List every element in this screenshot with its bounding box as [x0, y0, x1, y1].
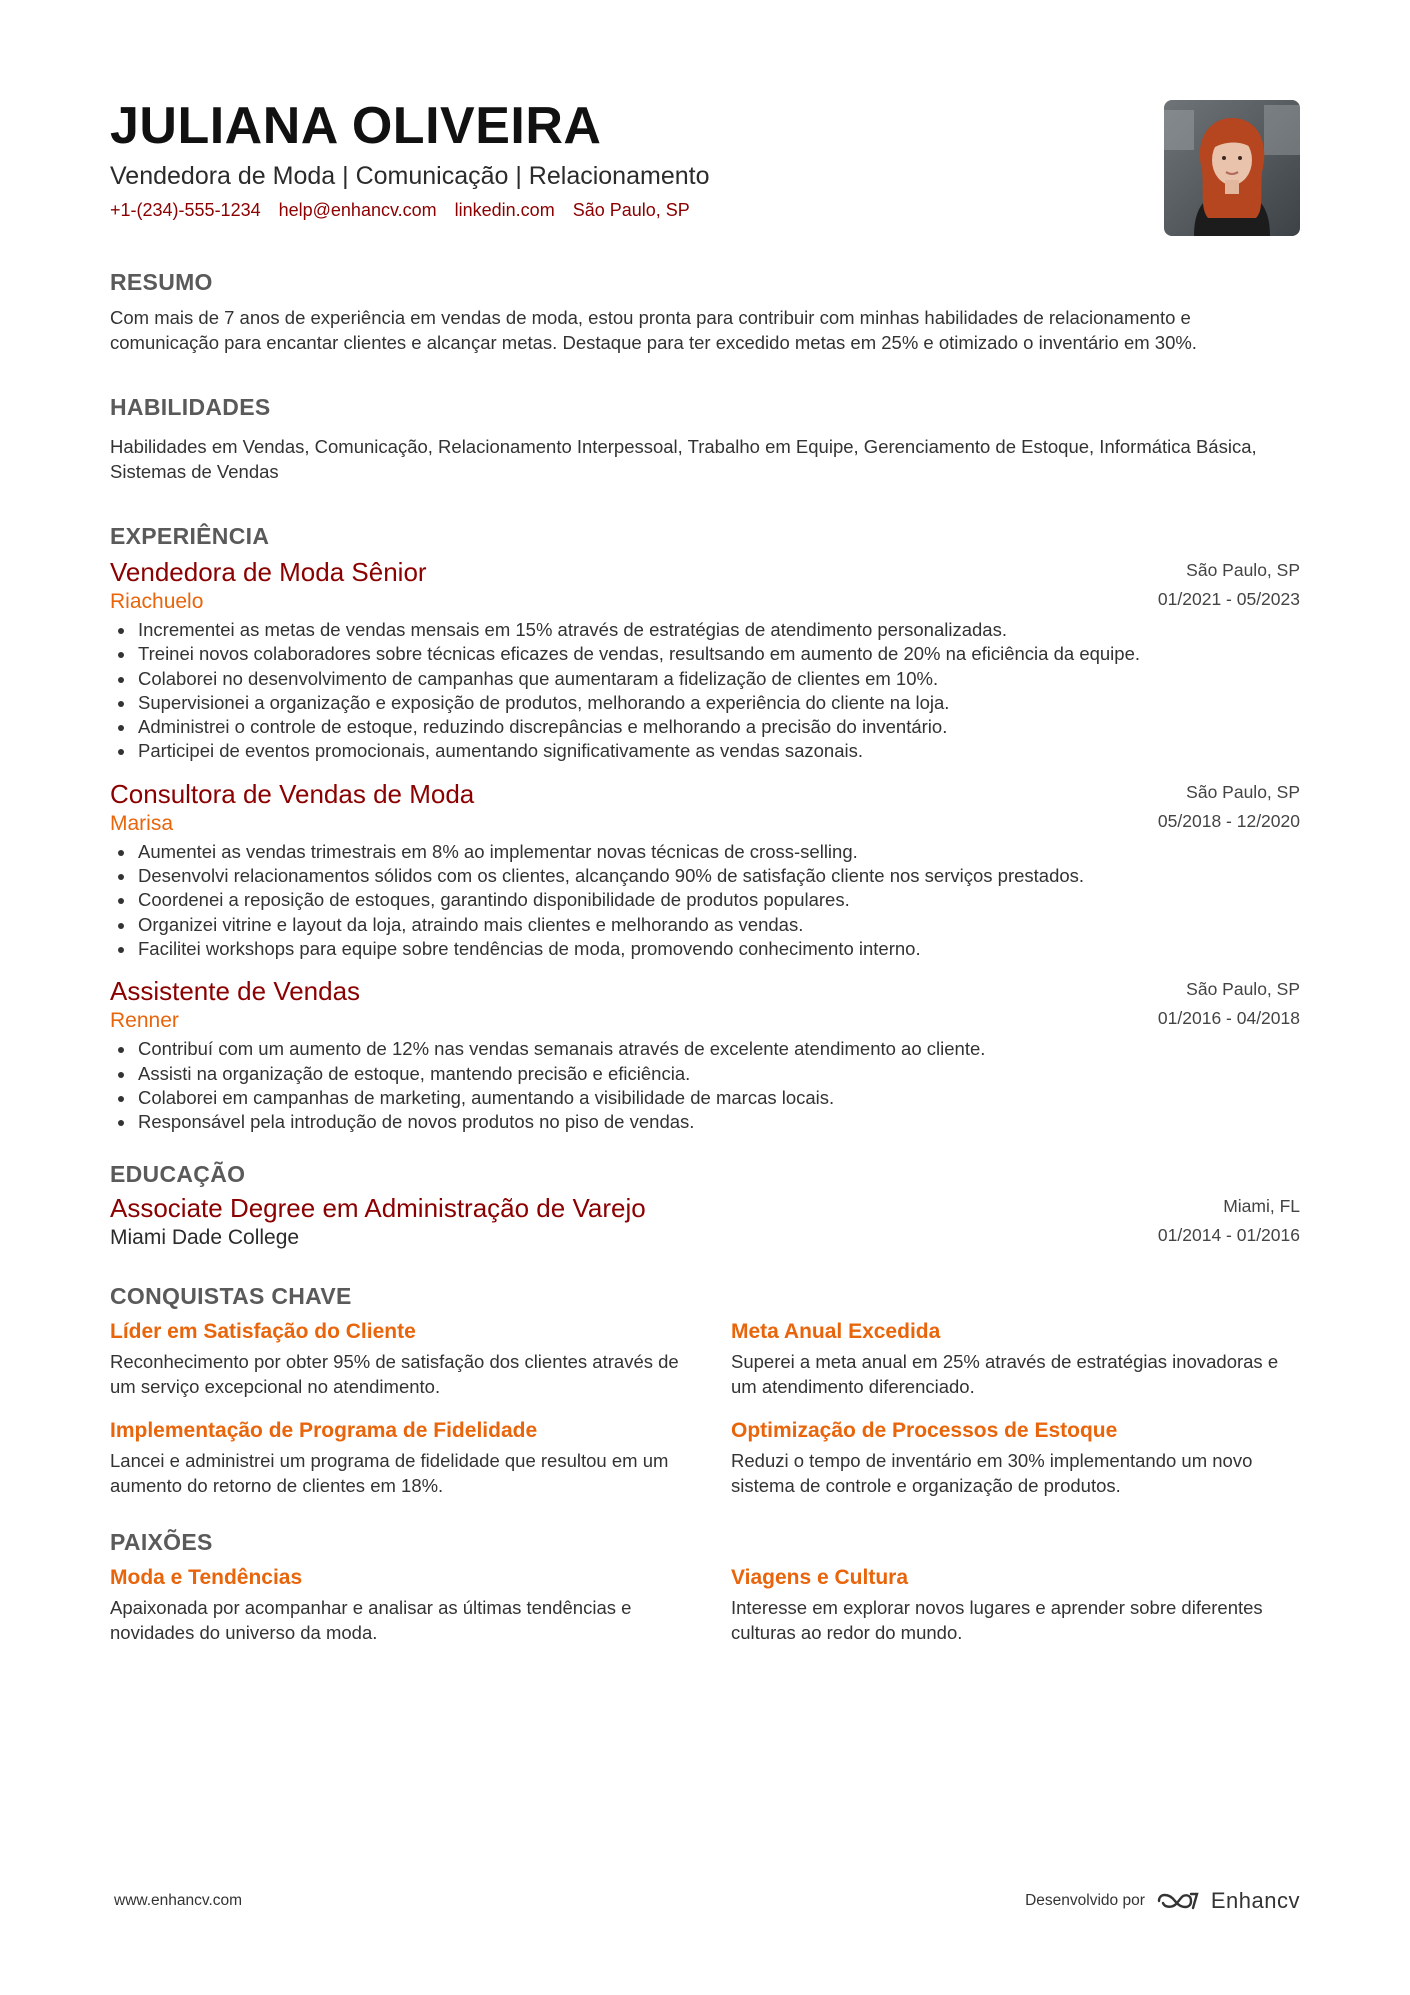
passion-title: Viagens e Cultura: [731, 1566, 909, 1590]
experience-title: EXPERIÊNCIA: [110, 523, 270, 549]
job-dates: 05/2018 - 12/2020: [1157, 810, 1300, 831]
job-bullet: Participei de eventos promocionais, aumentando significativamente as vendas sazonais.: [110, 739, 1300, 763]
job-entry: [110, 778, 1300, 961]
job-bullets: [110, 618, 1300, 764]
job-bullet: Aumentei as vendas trimestrais em 8% ao implementar novas técnicas de cross-selling.: [110, 840, 1300, 864]
contact-row: [110, 198, 1300, 222]
achievement-title: Meta Anual Excedida: [731, 1320, 941, 1344]
passions-grid: [110, 1564, 1300, 1645]
candidate-name: JULIANA OLIVEIRA: [110, 97, 602, 155]
job-dates: 01/2021 - 05/2023: [1157, 589, 1300, 609]
job-entry: [110, 975, 1300, 1134]
job-title: Assistente de Vendas: [110, 976, 361, 1007]
linkedin-link[interactable]: linkedin.com: [454, 200, 555, 220]
enhancv-logo-icon: [1155, 1888, 1201, 1914]
skills-text: Habilidades em Vendas, Comunicação, Relacionamento Interpessoal, Trabalho em Equipe, Gerenciamento de Estoque, Informática Básica, Sistemas de Vendas: [110, 436, 1257, 482]
job-bullet: Assisti na organização de estoque, mantendo precisão e eficiência.: [110, 1062, 1300, 1086]
experience-section: [110, 522, 1300, 1134]
skills-title: HABILIDADES: [110, 394, 271, 420]
job-bullet: Organizei vitrine e layout da loja, atraindo mais clientes e melhorando as vendas.: [110, 913, 1300, 937]
job-location: São Paulo, SP: [1186, 781, 1300, 802]
job-bullet: Colaborei em campanhas de marketing, aumentando a visibilidade de marcas locais.: [110, 1086, 1300, 1110]
achievement-card: [731, 1417, 1300, 1498]
passion-card: [110, 1564, 679, 1645]
profile-photo-image: [1164, 100, 1300, 236]
education-school: Miami Dade College: [110, 1226, 300, 1250]
education-degree: Associate Degree em Administração de Varejo: [110, 1193, 646, 1224]
job-bullet: Incrementei as metas de vendas mensais em 15% através de estratégias de atendimento personalizadas.: [110, 618, 1300, 642]
footer-brand: [1025, 1888, 1300, 1914]
achievements-grid: [110, 1318, 1300, 1498]
footer-brand-name: Enhancv: [1210, 1888, 1300, 1913]
education-title: EDUCAÇÃO: [110, 1161, 246, 1188]
achievement-desc: Reconhecimento por obter 95% de satisfação dos clientes através de um serviço excepcional no atendimento.: [110, 1351, 679, 1397]
achievement-title: Implementação de Programa de Fidelidade: [110, 1419, 538, 1443]
achievement-desc: Superei a meta anual em 25% através de estratégias inovadoras e um atendimento diferenciado.: [731, 1351, 1279, 1397]
achievement-desc: Reduzi o tempo de inventário em 30% implementando um novo sistema de controle e organização de produtos.: [731, 1450, 1253, 1496]
achievements-title: CONQUISTAS CHAVE: [110, 1283, 352, 1310]
achievement-card: [110, 1318, 679, 1399]
summary-title: RESUMO: [110, 269, 213, 295]
job-bullet: Responsável pela introdução de novos produtos no piso de vendas.: [110, 1110, 1300, 1134]
job-bullet: Coordenei a reposição de estoques, garantindo disponibilidade de produtos populares.: [110, 888, 1300, 912]
email-link[interactable]: help@enhancv.com: [278, 200, 437, 220]
education-section: [110, 1160, 1300, 1252]
job-company: Riachuelo: [110, 590, 204, 613]
profile-photo: [1164, 100, 1300, 236]
skills-section: [110, 393, 1300, 484]
job-bullets: [110, 840, 1300, 961]
job-title: Vendedora de Moda Sênior: [110, 557, 427, 587]
passion-title: Moda e Tendências: [110, 1566, 303, 1590]
passions-section: [110, 1528, 1300, 1645]
achievements-section: [110, 1282, 1300, 1498]
achievement-desc: Lancei e administrei um programa de fidelidade que resultou em um aumento do retorno de clientes em 18%.: [110, 1450, 669, 1496]
job-entry: [110, 556, 1300, 764]
passion-card: [731, 1564, 1300, 1645]
resume-footer: [114, 1888, 1300, 1914]
job-location: São Paulo, SP: [1186, 560, 1300, 580]
job-location: São Paulo, SP: [1186, 979, 1300, 1000]
footer-powered-by: Desenvolvido por: [1025, 1892, 1145, 1909]
passion-desc: Interesse em explorar novos lugares e aprender sobre diferentes culturas ao redor do mundo.: [731, 1597, 1263, 1643]
passions-title: PAIXÕES: [110, 1529, 213, 1556]
job-bullet: Treinei novos colaboradores sobre técnicas eficazes de vendas, resultsando em aumento de 20% na eficiência da equipe.: [110, 642, 1300, 666]
achievement-card: [731, 1318, 1300, 1399]
summary-text: Com mais de 7 anos de experiência em vendas de moda, estou pronta para contribuir com minhas habilidades de relacionamento e comunicação para encantar clientes e alcançar metas. Destaque para ter excedido metas em 25% e otimizado o inventário em 30%.: [110, 307, 1197, 353]
footer-website-link[interactable]: www.enhancv.com: [114, 1892, 243, 1909]
job-bullet: Supervisionei a organização e exposição de produtos, melhorando a experiência do cliente na loja.: [110, 691, 1300, 715]
candidate-headline: Vendedora de Moda | Comunicação | Relacionamento: [110, 162, 710, 190]
job-dates: 01/2016 - 04/2018: [1157, 1008, 1300, 1029]
achievement-title: Líder em Satisfação do Cliente: [110, 1320, 416, 1344]
job-bullet: Contribuí com um aumento de 12% nas vendas semanais através de excelente atendimento ao cliente.: [110, 1037, 1300, 1061]
passion-desc: Apaixonada por acompanhar e analisar as últimas tendências e novidades do universo da moda.: [110, 1597, 632, 1643]
job-title: Consultora de Vendas de Moda: [110, 778, 475, 809]
phone-link[interactable]: +1-(234)-555-1234: [110, 200, 261, 220]
education-location: Miami, FL: [1223, 1196, 1300, 1217]
job-company: Renner: [110, 1009, 179, 1033]
job-bullet: Colaborei no desenvolvimento de campanhas que aumentaram a fidelização de clientes em 10%.: [110, 667, 1300, 691]
job-bullet: Administrei o controle de estoque, reduzindo discrepâncias e melhorando a precisão do inventário.: [110, 715, 1300, 739]
summary-section: [110, 268, 1300, 355]
location-text: São Paulo, SP: [572, 200, 690, 220]
resume-header: [110, 0, 1300, 240]
achievement-title: Optimização de Processos de Estoque: [731, 1419, 1118, 1443]
job-company: Marisa: [110, 811, 174, 835]
achievement-card: [110, 1417, 679, 1498]
job-bullets: [110, 1037, 1300, 1134]
job-bullet: Facilitei workshops para equipe sobre tendências de moda, promovendo conhecimento interno.: [110, 937, 1300, 961]
job-bullet: Desenvolvi relacionamentos sólidos com os clientes, alcançando 90% de satisfação cliente nos serviços prestados.: [110, 864, 1300, 888]
education-dates: 01/2014 - 01/2016: [1157, 1225, 1300, 1246]
